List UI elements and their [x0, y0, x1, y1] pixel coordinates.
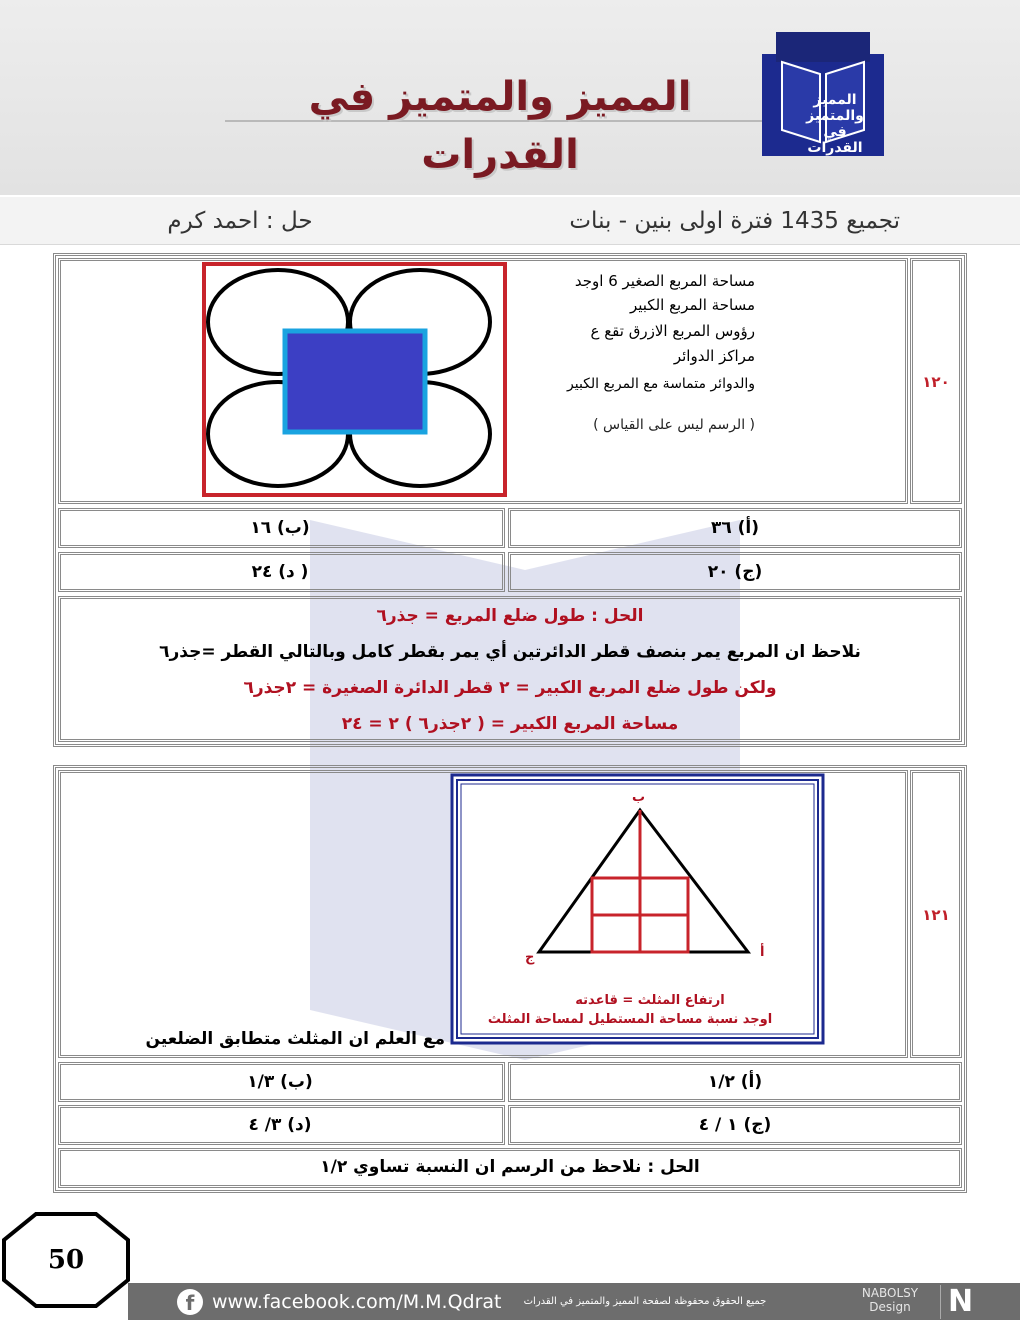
q121-label-right: أ [760, 945, 765, 960]
q120-option-a[interactable]: (أ) ٣٦ [710, 518, 760, 538]
q120-figure [202, 262, 507, 497]
q121-option-a[interactable]: (أ) ١/٢ [707, 1072, 763, 1092]
solver-credit: حل : احمد كرم [167, 208, 313, 234]
q121-number: ١٢١ [922, 906, 950, 924]
q121-figure-text-1: ارتفاع المثلث = قاعدته [575, 993, 725, 1008]
q120-text-line-5: والدوائر متماسة مع المربع الكبير [567, 376, 755, 392]
collection-title: تجميع 1435 فترة اولى بنين - بنات [569, 208, 900, 234]
facebook-link[interactable]: www.facebook.com/M.M.Qdrat [212, 1291, 502, 1313]
brand-name [855, 1286, 925, 1314]
page-number: 50 [47, 1245, 85, 1275]
q120-option-c[interactable]: (ج) ٢٠ [707, 562, 763, 582]
q121-label-left: ج [525, 950, 535, 965]
q120-solution-line-1: الحل : طول ضلع المربع = جذر٦ [376, 606, 644, 626]
q120-text-line-4: مراكز الدوائر [673, 347, 755, 365]
q121-option-d[interactable]: (د) ٣/ ٤ [248, 1115, 312, 1135]
q120-text-line-2: مساحة المربع الكبير [629, 296, 755, 314]
q120-solution-line-3: ولكن طول ضلع المربع الكبير = ٢ قطر الدائرة الصغيرة = ٢جذر٦ [243, 678, 777, 698]
brand-sub-line: Design [869, 1300, 911, 1314]
brand-name-line: NABOLSY [861, 1286, 919, 1300]
q121-figure-text-2: اوجد نسبة مساحة المستطيل لمساحة المثلث [487, 1012, 773, 1027]
q120-text-line-3: رؤوس المربع الازرق تقع ع [590, 322, 755, 340]
q120-number: ١٢٠ [922, 373, 950, 391]
q120-option-b[interactable]: (ب) ١٦ [250, 518, 310, 538]
q121-condition: مع العلم ان المثلث متطابق الضلعين [145, 1029, 445, 1049]
banner-title: المميز والمتميز في القدرات [308, 74, 692, 178]
facebook-icon[interactable]: f [177, 1289, 203, 1315]
q121-label-top: ب [632, 790, 646, 805]
brand-letter: N [940, 1285, 980, 1319]
q120-option-d[interactable]: ( د) ٢٤ [251, 562, 309, 582]
q121-option-c[interactable]: (ج) ١ / ٤ [698, 1115, 772, 1135]
q121-option-b[interactable]: (ب) ١/٣ [247, 1072, 313, 1092]
rights-notice: جميع الحقوق محفوظة لصفحة المميز والمتميز في القدرات [523, 1296, 767, 1307]
logo-text: المميز والمتميز في القدرات [806, 92, 864, 156]
q120-solution-line-2: نلاحظ ان المربع يمر بنصف قطر الدائرتين أي يمر بقطر كامل وبالتالي القطر =جذر٦ [159, 642, 861, 662]
q121-solution: الحل : نلاحظ من الرسم ان النسبة تساوي ١/٢ [320, 1157, 700, 1177]
q120-text-line-1: مساحة المربع الصغير 6 اوجد [574, 272, 755, 290]
q120-solution-line-4: مساحة المربع الكبير = ( ٢جذر٦ ) ٢ = ٢٤ [341, 714, 679, 734]
q120-figure-note: ( الرسم ليس على القياس ) [593, 417, 755, 433]
